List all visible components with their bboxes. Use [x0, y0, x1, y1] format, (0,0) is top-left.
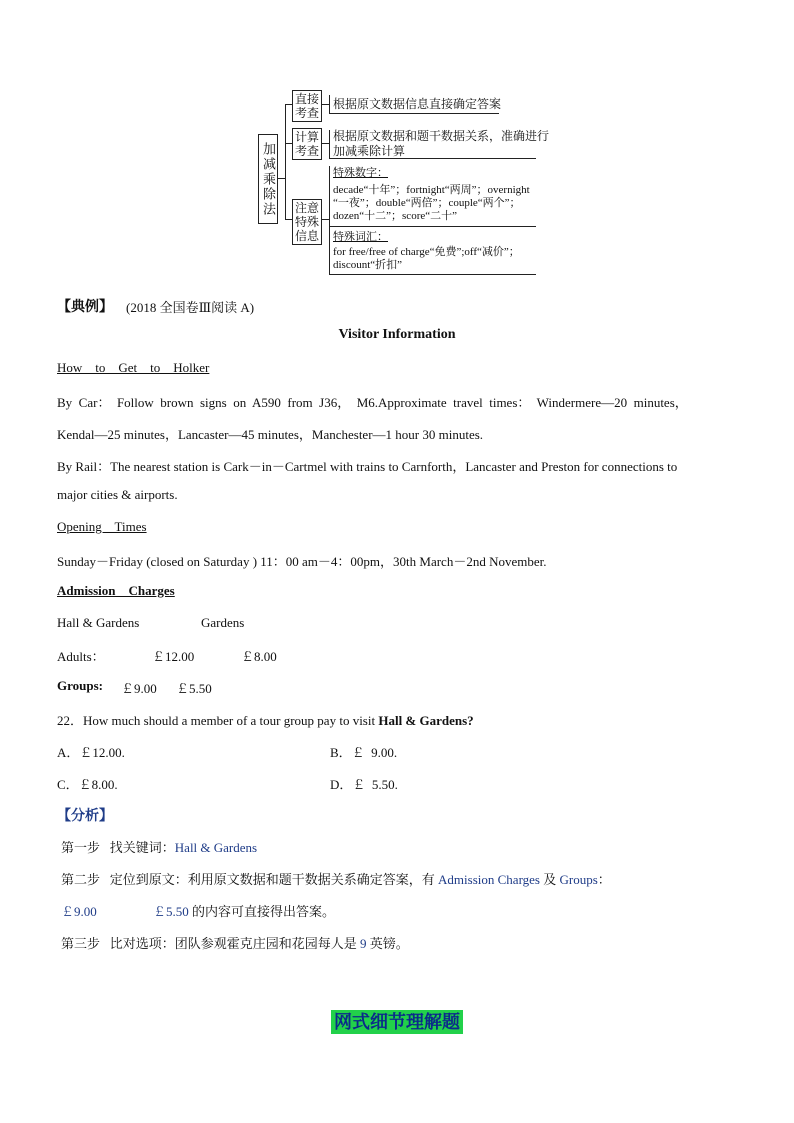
diagram-connector [285, 143, 292, 144]
diagram-connector [285, 219, 292, 220]
example-tag: 【典例】 [57, 300, 113, 315]
diagram-root: 加减乘除法 [258, 134, 278, 224]
opening-times-heading: Opening Times [57, 519, 147, 534]
groups-gardens-price: ￡5.50 [176, 681, 212, 696]
diagram-connector [285, 104, 286, 219]
adults-hall-price: ￡12.00 [152, 649, 195, 664]
step-2: 第二步 定位到原文：利用原文数据和题干数据关系确定答案，有 Admission Charges 及 Groups： [61, 872, 611, 887]
diagram-branch-calc-text: 根据原文数据和题干数据关系，准确进行 [333, 129, 550, 143]
by-rail-line: major cities & airports. [57, 487, 178, 502]
diagram-branch-calc-text: 加减乘除计算 [333, 144, 406, 158]
by-rail-line: By Rail：The nearest station is Cark－in－Cartmel with trains to Carnforth，Lancaster and Preston for connections to [57, 459, 678, 474]
diagram-branch-direct-text: 根据原文数据信息直接确定答案 [333, 97, 502, 111]
diagram-special-numbers-line: “一夜”；double“两倍”；couple“两个”； [333, 197, 521, 209]
diagram-special-words-line: for free/free of charge“免费”;off“减价”； [333, 246, 520, 258]
adults-gardens-price: ￡8.00 [241, 649, 277, 664]
diagram-special-numbers-title: 特殊数字： [333, 167, 388, 179]
diagram-special-words-title: 特殊词汇： [333, 231, 388, 243]
diagram-special-numbers-line: decade“十年”；fortnight“两周”；overnight [333, 184, 530, 196]
page-title: Visitor Information [338, 327, 456, 342]
diagram-special-numbers-line: dozen“十二”；score“二十” [333, 210, 458, 222]
how-to-get-heading: How to Get to Holker [57, 360, 210, 375]
diagram-branch-calc: 计算 考查 [292, 128, 322, 160]
step-1: 第一步 找关键词：Hall & Gardens [61, 840, 258, 855]
col-gardens: Gardens [201, 615, 245, 630]
option-a: A．￡12.00. [57, 745, 125, 760]
diagram-branch-direct: 直接 考查 [292, 90, 322, 122]
adults-label: Adults： [57, 649, 105, 664]
analysis-tag: 【分析】 [57, 809, 113, 824]
example-source: (2018 全国卷Ⅲ阅读 A) [126, 300, 255, 315]
step-3: 第三步 比对选项：团队参观霍克庄园和花园每人是 9 英镑。 [61, 936, 409, 951]
step-2-continued: ￡5.50 的内容可直接得出答案。 [153, 904, 336, 919]
step-2-continued: ￡9.00 [61, 904, 97, 919]
opening-times-text: Sunday－Friday (closed on Saturday ) 11：00 am－4：00pm，30th March－2nd November. [57, 554, 547, 569]
diagram-branch-special: 注意 特殊 信息 [292, 199, 322, 245]
section-banner: 网式细节理解题 [0, 1008, 794, 1034]
diagram-connector [285, 104, 292, 105]
option-c: C．￡8.00. [57, 777, 118, 792]
groups-hall-price: ￡9.00 [121, 681, 157, 696]
diagram-special-words-line: discount“折扣” [333, 259, 403, 271]
by-car-line: Kendal—25 minutes，Lancaster—45 minutes，Manchester—1 hour 30 minutes. [57, 427, 484, 442]
option-b: B．￡ 9.00. [330, 745, 398, 760]
option-d: D．￡ 5.50. [330, 777, 398, 792]
col-hall-gardens: Hall & Gardens [57, 615, 140, 630]
groups-label: Groups: [57, 678, 103, 693]
admission-charges-heading: Admission Charges [57, 583, 175, 598]
by-car-line: By Car： Follow brown signs on A590 from J36， M6.Approximate travel times： Windermere—20 minutes， [57, 395, 688, 410]
diagram-connector [277, 178, 285, 179]
question-22: 22．How much should a member of a tour group pay to visit Hall & Gardens? [57, 713, 474, 728]
